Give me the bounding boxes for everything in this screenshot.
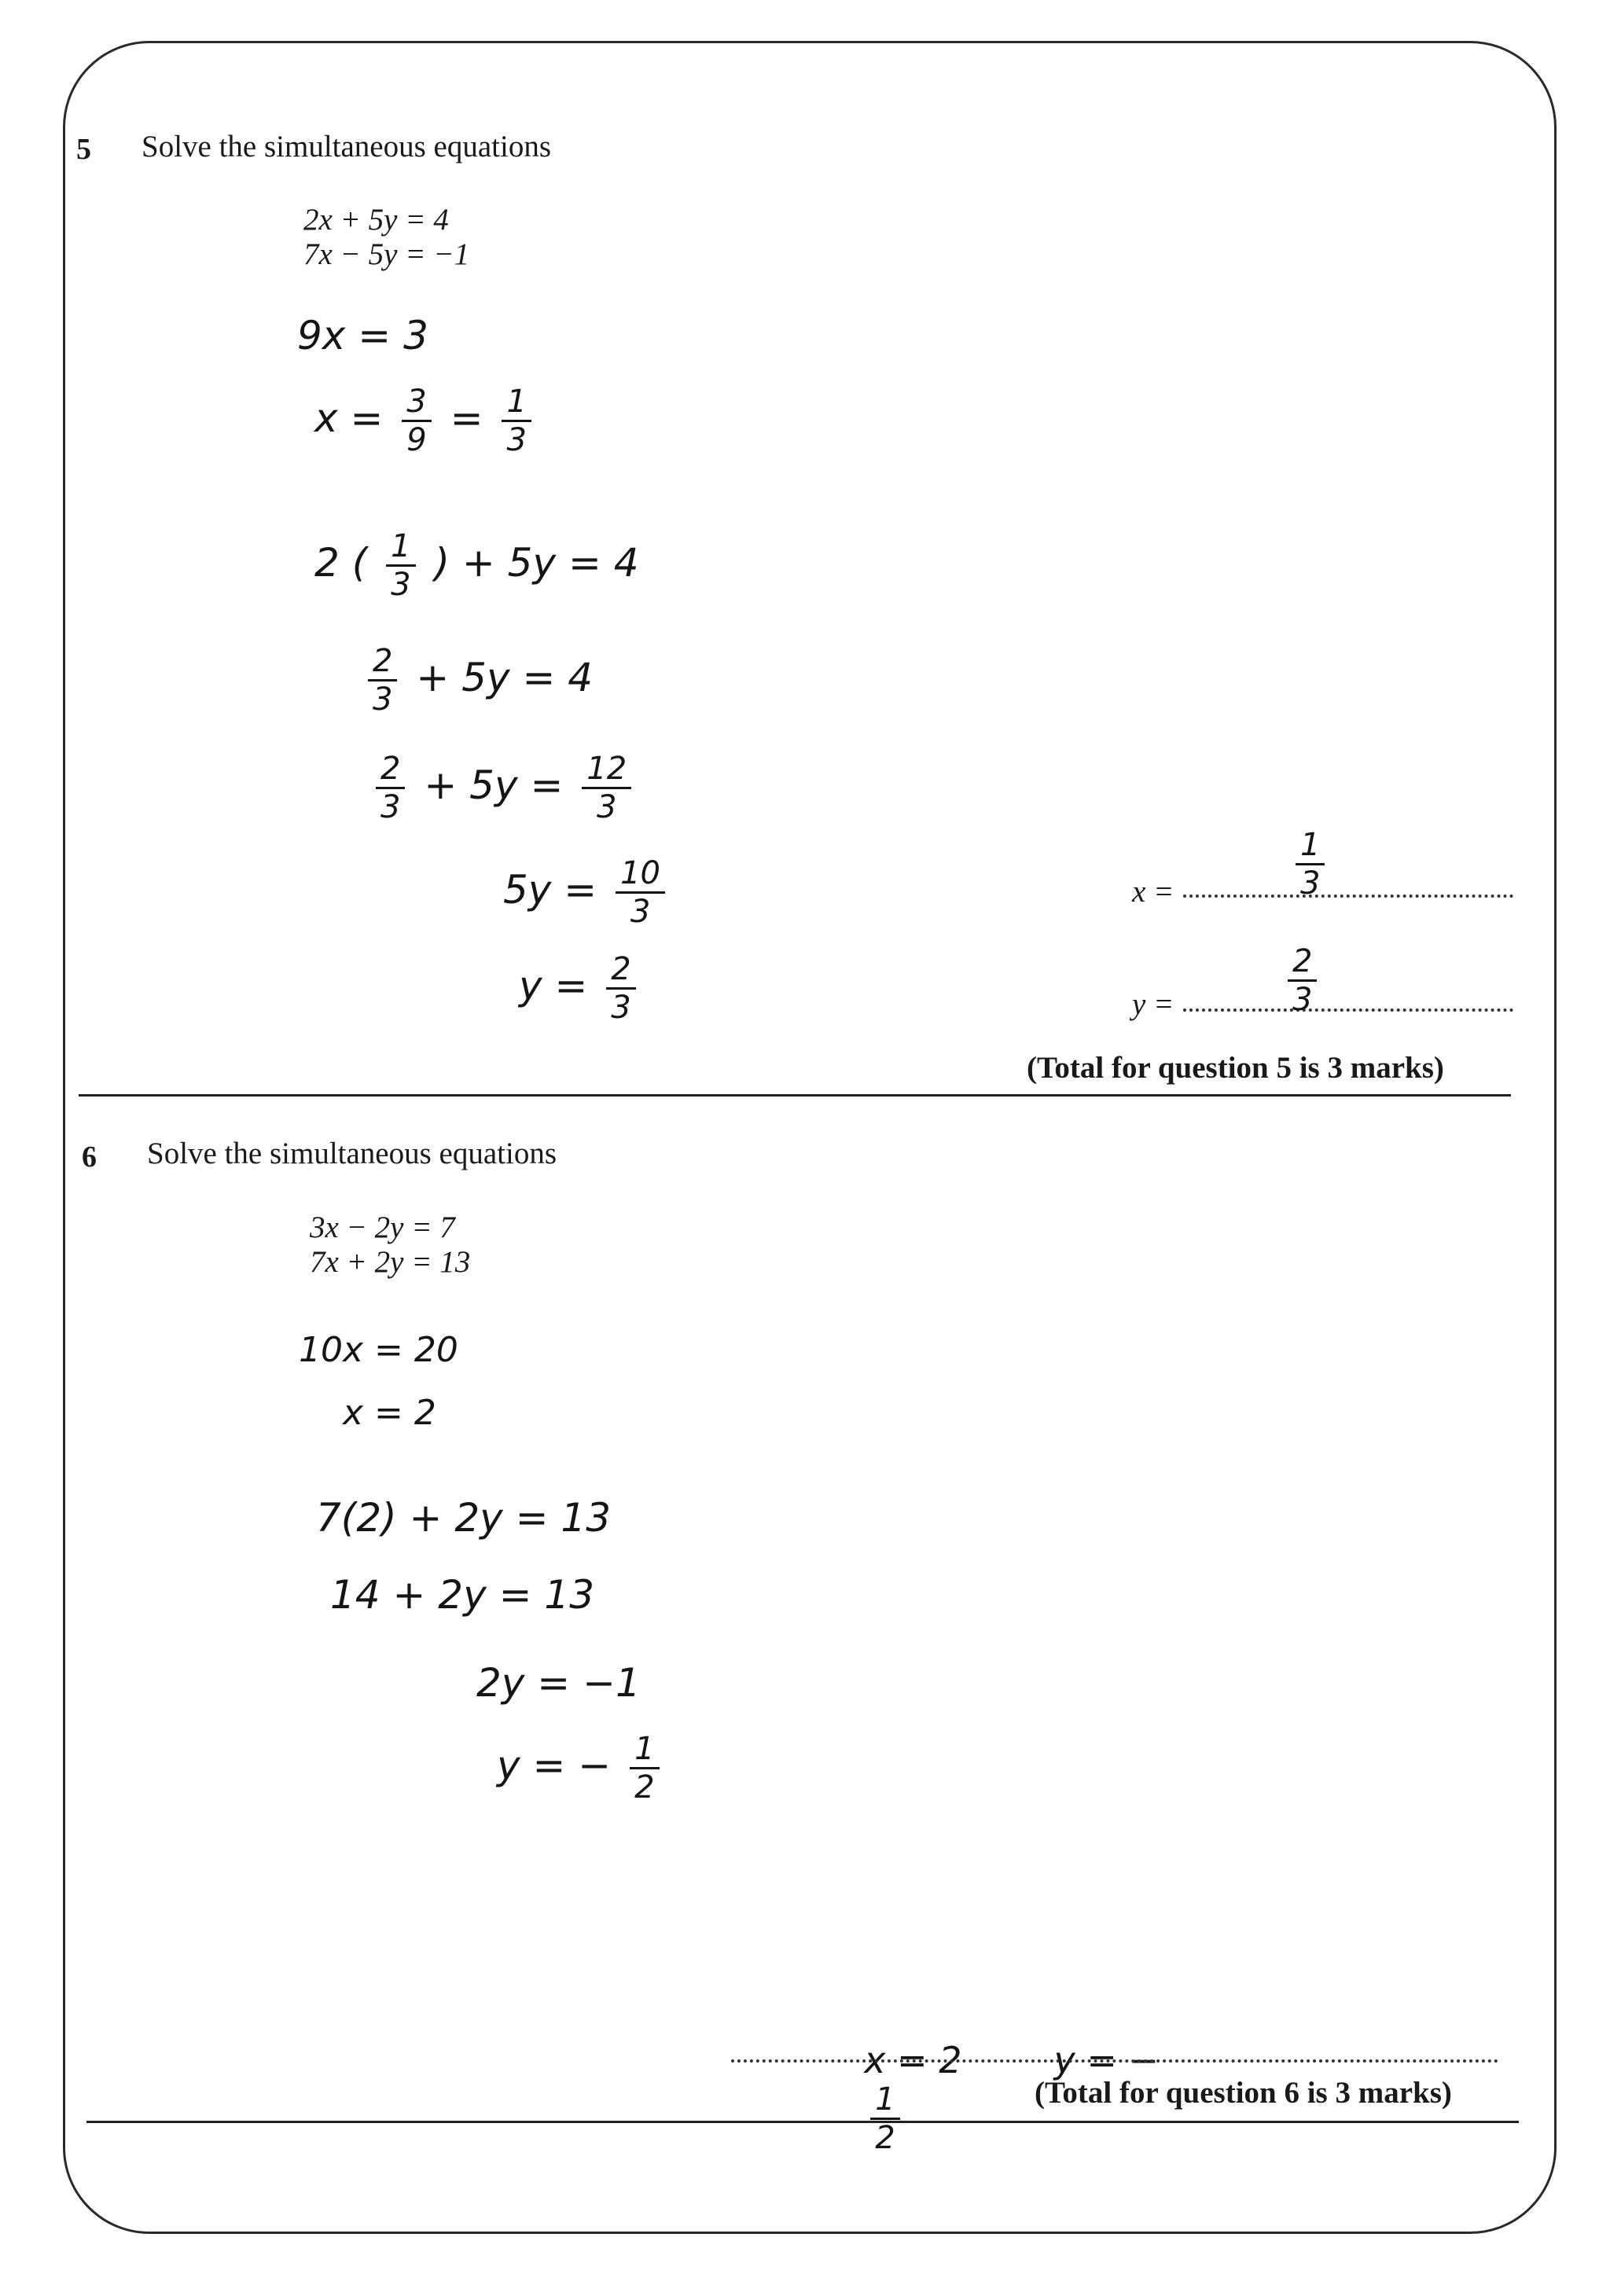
equation-1: 2x + 5y = 4 — [303, 203, 449, 237]
working-line: 2 ( $\frac{1}{3}$ ) + 5y = 4 — [314, 528, 639, 603]
equation-1: 3x − 2y = 7 — [310, 1210, 455, 1244]
question-5-prompt: Solve the simultaneous equations — [142, 130, 552, 163]
working-line: 2y = −1 — [476, 1660, 641, 1706]
answer-x-value: $\frac{1}{3}$ — [1289, 827, 1331, 902]
question-6-equations — [310, 1210, 470, 1280]
working-line: x = $\frac{3}{9}$ = $\frac{1}{3}$ — [314, 384, 538, 458]
question-5-total: (Total for question 5 is 3 marks) — [1027, 1051, 1444, 1085]
equation-2: 7x + 2y = 13 — [310, 1245, 471, 1279]
answer-x-label: x = — [1132, 875, 1174, 909]
question-6-number: 6 — [82, 1141, 97, 1174]
divider — [79, 1094, 1511, 1097]
question-6-prompt: Solve the simultaneous equations — [147, 1137, 557, 1170]
working-line: 10x = 20 — [299, 1330, 458, 1370]
working-line: x = 2 — [343, 1393, 436, 1433]
answer-y-label: y = — [1132, 987, 1174, 1021]
question-6-total: (Total for question 6 is 3 marks) — [1035, 2076, 1452, 2110]
equation-2: 7x − 5y = −1 — [303, 237, 470, 271]
working-line: 5y = $\frac{10}{3}$ — [503, 855, 671, 930]
working-line: $\frac{2}{3}$ + 5y = 4 — [362, 643, 593, 718]
answer-y-value: $\frac{2}{3}$ — [1281, 943, 1323, 1018]
working-line: $\frac{2}{3}$ + 5y = $\frac{12}{3}$ — [369, 751, 638, 825]
working-line: y = $\frac{2}{3}$ — [519, 951, 642, 1026]
divider — [86, 2121, 1519, 2123]
answer-value: x = 2 y = − $\frac{1}{2}$ — [864, 2039, 1160, 2156]
working-line: 7(2) + 2y = 13 — [316, 1495, 612, 1541]
working-line: 9x = 3 — [297, 313, 428, 358]
question-5-equations — [303, 203, 469, 272]
answer-x-line[interactable] — [1183, 895, 1513, 898]
working-line: y = − $\frac{1}{2}$ — [497, 1731, 666, 1806]
working-line: 14 + 2y = 13 — [330, 1572, 595, 1618]
answer-y-line[interactable] — [1183, 1008, 1513, 1012]
question-5-number: 5 — [76, 133, 91, 166]
answer-line[interactable] — [731, 2059, 1498, 2063]
